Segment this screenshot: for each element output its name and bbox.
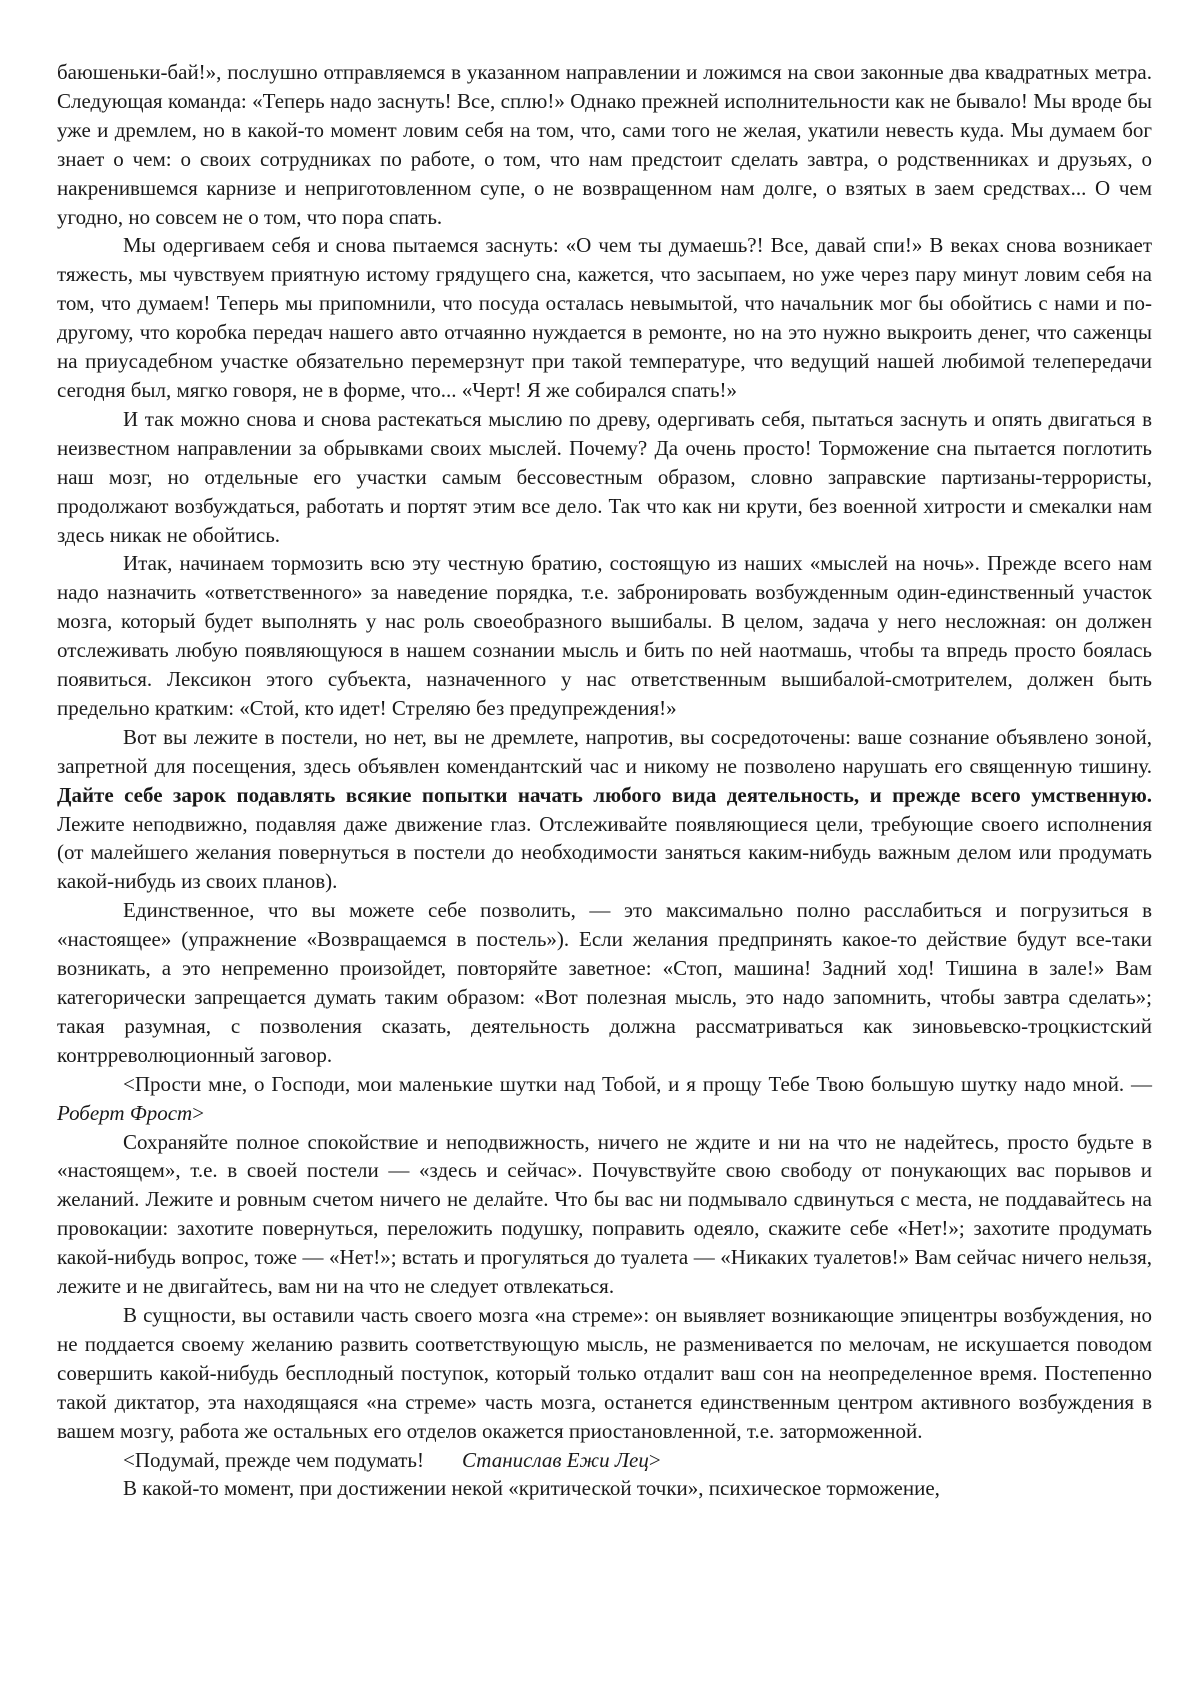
paragraph-continuation <box>57 58 1152 231</box>
quote-close: > <box>648 1447 661 1472</box>
quote-text: <Прости мне, о Господи, мои маленькие шутки над Тобой, и я прощу Тебе Твою большую шутку надо мной. — <box>123 1071 1152 1096</box>
quote-close: > <box>192 1100 205 1125</box>
paragraph-stillness <box>57 1128 1152 1301</box>
paragraph-on-watch <box>57 1301 1152 1446</box>
quote-author: Роберт Фрост <box>57 1100 193 1125</box>
quote-lec <box>57 1446 1152 1475</box>
paragraph-text: В сущности, вы оставили часть своего мозга «на стреме»: он выявляет возникающие эпицентры возбуждения, но не поддается своему желанию развить соответствующую мысль, не разменивается по мелочам, не искушается поводом совершить какой-нибудь бесплодный поступок, который только отдалит ваш сон на неопределенное время. Постепенно такой диктатор, эта находящаяся «на стреме» часть мозга, останется единственным центром активного возбуждения в вашем мозгу, работа же остальных его отделов окажется приостановленной, т.е. заторможенной. <box>57 1302 1152 1443</box>
paragraph-text-start: Вот вы лежите в постели, но нет, вы не дремлете, напротив, вы сосредоточены: ваше сознание объявлено зоной, запретной для посещения, здесь объявлен комендантский час и никому не позволено нарушать его священную тишину. <box>57 724 1152 778</box>
paragraph-text: Сохраняйте полное спокойствие и неподвижность, ничего не ждите и ни на что не надейтесь, просто будьте в «настоящем», т.е. в своей постели — «здесь и сейчас». Почувствуйте свою свободу от понукающих вас порывов и желаний. Лежите и ровным счетом ничего не делайте. Что бы вас ни подмывало сдвинуться с места, не поддавайтесь на провокации: захотите повернуться, переложить подушку, поправить одеяло, скажите себе «Нет!»; захотите продумать какой-нибудь вопрос, тоже — «Нет!»; встать и прогуляться до туалета — «Никаких туалетов!» Вам сейчас ничего нельзя, лежите и не двигайтесь, вам ни на что не следует отвлекаться. <box>57 1129 1152 1299</box>
paragraph-text: В какой-то момент, при достижении некой «критической точки», психическое торможение, <box>123 1476 940 1501</box>
paragraph-text: И так можно снова и снова растекаться мыслию по древу, одергивать себя, пытаться заснуть и опять двигаться в неизвестном направлении за обрывками своих мыслей. Почему? Да очень просто! Торможение сна пытается поглотить наш мозг, но отдельные его участки самым бессовестным образом, словно заправские партизаны-террористы, продолжают возбуждаться, работать и портят этим все дело. Так что как ни крути, без военной хитрости и смекалки нам здесь никак не обойтись. <box>57 406 1152 547</box>
paragraph-text-end: Лежите неподвижно, подавляя даже движение глаз. Отслеживайте появляющиеся цели, требующие своего исполнения (от малейшего желания повернуться в постели до необходимости заняться каким-нибудь важным делом или продумать какой-нибудь из своих планов). <box>57 811 1152 894</box>
quote-text: <Подумай, прежде чем подумать! <box>123 1447 424 1472</box>
paragraph-bouncer <box>57 549 1152 722</box>
paragraph-wandering-thoughts <box>57 405 1152 550</box>
paragraph-critical-point <box>57 1474 1152 1503</box>
paragraph-relax <box>57 896 1152 1069</box>
quote-frost <box>57 1070 1152 1128</box>
paragraph-text: Единственное, что вы можете себе позволить, — это максимально полно расслабиться и погрузиться в «настоящее» (упражнение «Возвращаемся в постель»). Если желания предпринять какое-то действие будут все-таки возникать, а это непременно произойдет, повторяйте заветное: «Стоп, машина! Задний ход! Тишина в зале!» Вам категорически запрещается думать таким образом: «Вот полезная мысль, это надо запомнить, чтобы завтра сделать»; такая разумная, с позволения сказать, деятельность должна рассматриваться как зиновьевско-троцкистский контрреволюционный заговор. <box>57 898 1152 1067</box>
paragraph-text: Мы одергиваем себя и снова пытаемся заснуть: «О чем ты думаешь?! Все, давай спи!» В веках снова возникает тяжесть, мы чувствуем приятную истому грядущего сна, кажется, что засыпаем, но уже через пару минут ловим себя на том, что думаем! Теперь мы припомнили, что посуда осталась невымытой, что начальник мог бы обойтись с нами и по-другому, что коробка передач нашего авто отчаянно нуждается в ремонте, но на это нужно выкроить денег, что саженцы на приусадебном участке обязательно перемерзнут при такой температуре, что ведущий нашей любимой телепередачи сегодня был, мягко говоря, не в форме, что... «Черт! Я же собирался спать!» <box>57 233 1152 402</box>
quote-author: Станислав Ежи Лец <box>461 1447 649 1472</box>
paragraph-bold-instruction: Дайте себе зарок подавлять всякие попытки начать любого вида деятельность, и прежде всего умственную. <box>57 782 1152 807</box>
paragraph-text: Итак, начинаем тормозить всю эту честную братию, состоящую из наших «мыслей на ночь». Прежде всего нам надо назначить «ответственного» за наведение порядка, т.е. забронировать возбужденным один-единственный участок мозга, который будет выполнять у нас роль своеобразного вышибалы. В целом, задача у него несложная: он должен отслеживать любую появляющуюся в нашем сознании мысль и бить по ней наотмашь, чтобы та впредь просто боялась появиться. Лексикон этого субъекта, назначенного у нас ответственным вышибалой-смотрителем, должен быть предельно кратким: «Стой, кто идет! Стреляю без предупреждения!» <box>57 551 1152 720</box>
paragraph-falling-asleep <box>57 231 1152 404</box>
paragraph-text: баюшеньки-бай!», послушно отправляемся в указанном направлении и ложимся на свои законные два квадратных метра. Следующая команда: «Теперь надо заснуть! Все, сплю!» Однако прежней исполнительности как не бывало! Мы вроде бы уже и дремлем, но в какой-то момент ловим себя на том, что, сами того не желая, укатили невесть куда. Мы думаем бог знает о чем: о своих сотрудниках по работе, о том, что нам предстоит сделать завтра, о родственниках и друзьях, о накренившемся карнизе и неприготовленном супе, о не возвращенном нам долге, о взятых в заем средствах... О чем угодно, но совсем не о том, что пора спать. <box>57 60 1152 229</box>
paragraph-lying-in-bed <box>57 723 1152 896</box>
